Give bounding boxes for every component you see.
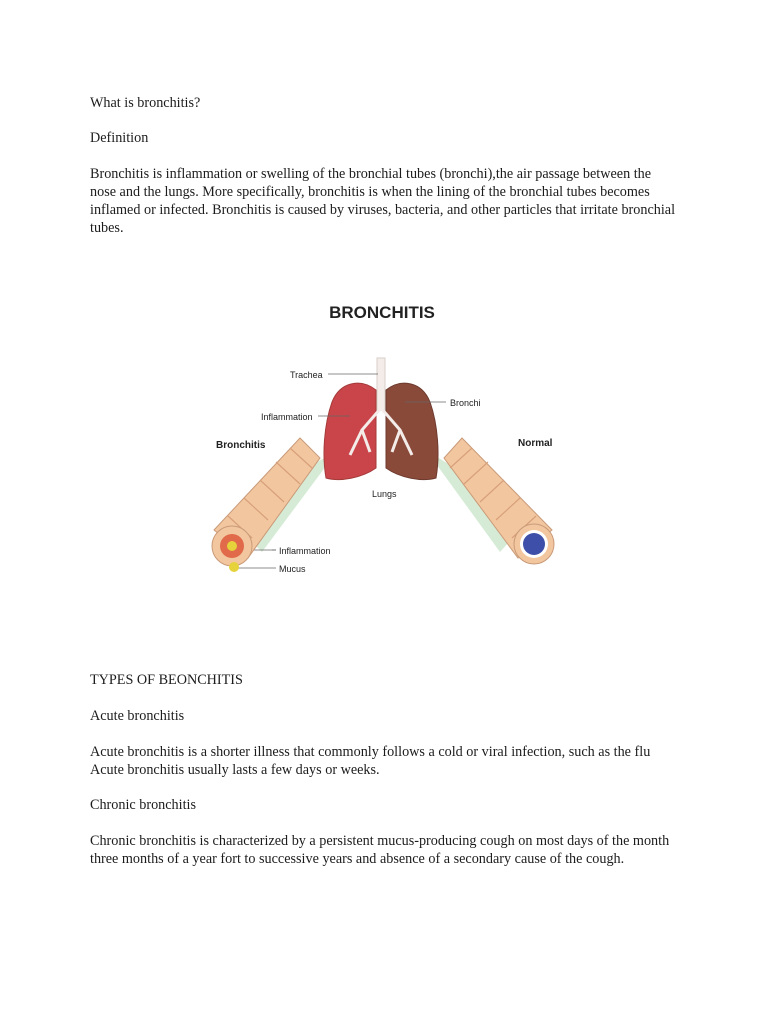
definition-heading: Definition — [90, 130, 149, 146]
label-inflammation-tube: Inflammation — [279, 546, 331, 556]
figure-title: BRONCHITIS — [329, 303, 435, 322]
normal-lumen — [523, 533, 545, 555]
label-mucus: Mucus — [279, 564, 306, 574]
types-heading: TYPES OF BEONCHITIS — [90, 672, 243, 688]
mucus-drop — [229, 562, 239, 572]
bronchitis-illustration — [200, 290, 568, 600]
definition-paragraph: Bronchitis is inflammation or swelling of the bronchial tubes (bronchi),the air passage between the nose and the lungs. More specifically, bronchitis is when the lining of the bronchial tubes becomes inflamed or infected. Bronchitis is caused by viruses, bacteria, and other particles that irritate bronchial tubes. — [90, 166, 676, 236]
label-normal: Normal — [518, 438, 553, 449]
question-heading: What is bronchitis? — [90, 95, 201, 111]
bronchitis-diagram — [200, 290, 568, 600]
trachea-shape — [377, 358, 385, 410]
label-bronchi: Bronchi — [450, 398, 481, 408]
chronic-paragraph: Chronic bronchitis is characterized by a persistent mucus-producing cough on most days of the month three months of a year fort to successive years and absence of a secondary cause of the cough. — [90, 833, 670, 867]
label-inflammation-lung: Inflammation — [261, 412, 313, 422]
acute-heading: Acute bronchitis — [90, 708, 185, 724]
label-bronchitis: Bronchitis — [216, 440, 266, 451]
label-trachea: Trachea — [290, 370, 323, 380]
label-lungs: Lungs — [372, 489, 397, 499]
chronic-heading: Chronic bronchitis — [90, 797, 196, 813]
acute-paragraph: Acute bronchitis is a shorter illness that commonly follows a cold or viral infection, such as the flu Acute bronchitis usually lasts a few days or weeks. — [90, 744, 651, 778]
